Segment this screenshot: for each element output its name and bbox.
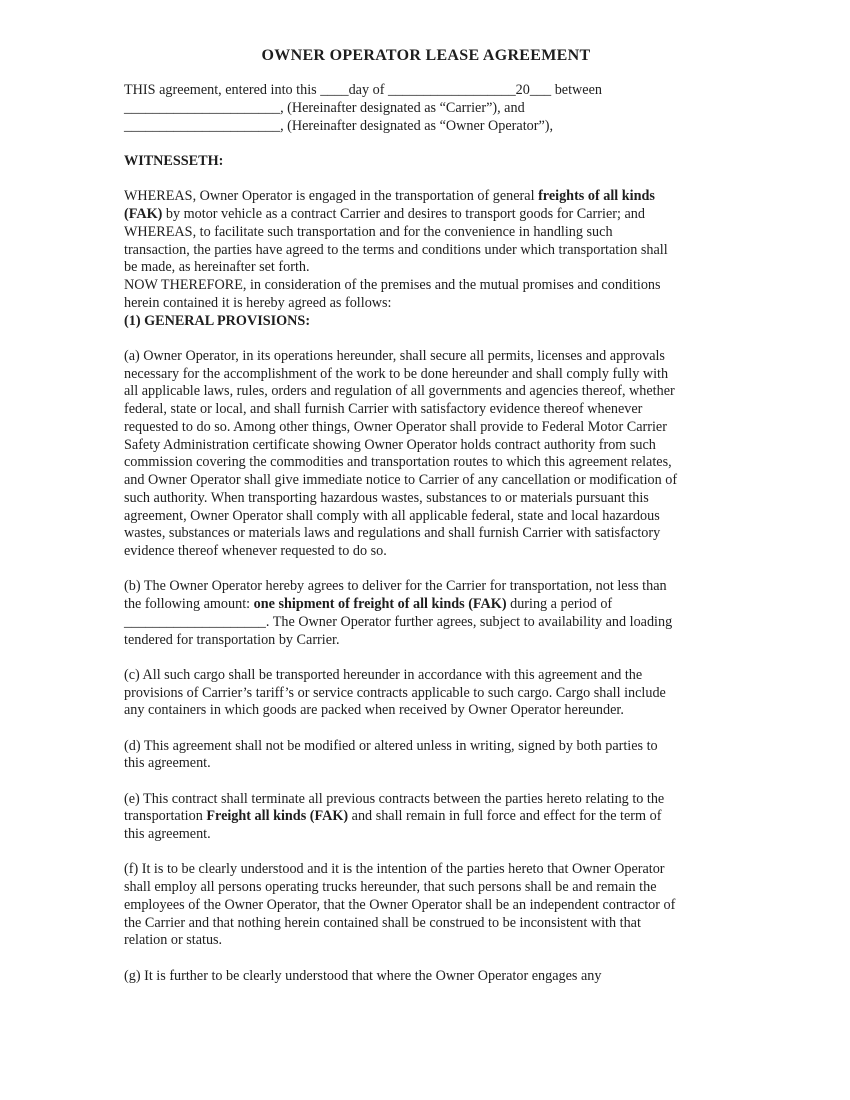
witnesseth-heading: WITNESSETH: [124,153,224,169]
paragraph-f-line: the Carrier and that nothing herein contained shall be construed to be inconsistent with that [124,914,641,931]
paragraph-b-text-pre: the following amount: [124,596,254,612]
paragraph-b-line-2 [124,596,728,614]
paragraph-d-line: this agreement. [124,755,211,772]
paragraph-a-line: commission covering the commodities and transportation routes to which this agreement relates, [124,454,672,471]
intro-year-prefix: 20 [515,82,530,99]
paragraph-b-line-3 [124,614,728,632]
paragraph-f-line: employees of the Owner Operator, that the Owner Operator shall be an independent contractor of [124,896,676,913]
period-blank-field[interactable]: ____________________ [124,613,266,630]
now-therefore-line-2: herein contained it is hereby agreed as follows: [124,294,392,311]
whereas-line-4: transaction, the parties have agreed to the terms and conditions under which transportation shall [124,241,668,258]
paragraph-g-line: (g) It is further to be clearly understood that where the Owner Operator engages any [124,967,602,984]
whereas-line-2 [124,206,728,224]
paragraph-f-line: shall employ all persons operating trucks hereunder, that such persons shall be and remain the [124,879,657,895]
intro-paragraph [124,82,728,135]
now-therefore-line-1: NOW THEREFORE, in consideration of the premises and the mutual promises and conditions [124,277,661,293]
paragraph-e-text-post: and shall remain in full force and effect for the term of [348,808,662,825]
paragraph-e-text-pre: transportation [124,808,207,825]
intro-line-1 [124,82,728,100]
document-title: OWNER OPERATOR LEASE AGREEMENT [261,47,591,64]
whereas-text-2: by motor vehicle as a contract Carrier and desires to transport goods for Carrier; and [162,206,645,222]
paragraph-f-line: (f) It is to be clearly understood and it is the intention of the parties hereto that Owner Operator [124,861,665,878]
paragraph-d-line: (d) This agreement shall not be modified or altered unless in writing, signed by both parties to [124,737,658,754]
paragraph-b-line-4: tendered for transportation by Carrier. [124,631,340,648]
whereas-paragraph [124,188,728,330]
paragraph-b-text-3: . The Owner Operator further agrees, subject to availability and loading [265,613,673,630]
paragraph-a-line: all applicable laws, rules, orders and regulation of all governments and agencies thereof, whether [124,383,675,400]
intro-line-2 [124,100,728,118]
day-blank-field[interactable]: ____ [320,82,349,99]
paragraph-b [124,578,728,649]
whereas-text-1: WHEREAS, Owner Operator is engaged in the transportation of general [124,188,539,205]
intro-text-between: between [551,82,602,99]
freights-of-all-kinds-bold: freights of all kinds [538,188,655,205]
paragraph-a-line: agreement, Owner Operator shall comply with all applicable federal, state and local hazardous [124,507,660,524]
whereas-line-3: WHEREAS, to facilitate such transportation and for the convenience in handling such [124,223,613,240]
paragraph-g [124,968,728,986]
paragraph-c-line: any containers in which goods are packed when received by Owner Operator hereunder. [124,702,624,719]
paragraph-a-line: such authority. When transporting hazardous wastes, substances to or materials pursuant this [124,489,649,506]
paragraph-a-line: (a) Owner Operator, in its operations hereunder, shall secure all permits, licenses and approvals [124,347,665,364]
paragraph-c-line: provisions of Carrier’s tariff’s or service contracts applicable to such cargo. Cargo shall include [124,684,666,701]
intro-line-3 [124,118,728,136]
paragraph-f-line: relation or status. [124,932,223,949]
owner-operator-name-blank-field[interactable]: ______________________ [124,117,281,134]
paragraph-e-line-2 [124,808,728,826]
paragraph-a-line: Safety Administration certificate showing Owner Operator holds contract authority from such [124,436,656,453]
paragraph-e-line-1: (e) This contract shall terminate all previous contracts between the parties hereto relating to the [124,790,665,807]
paragraph-b-line-1: (b) The Owner Operator hereby agrees to deliver for the Carrier for transportation, not less than [124,578,667,595]
carrier-name-blank-field[interactable]: ______________________ [124,100,281,116]
general-provisions-heading: (1) GENERAL PROVISIONS: [124,312,311,329]
paragraph-f [124,861,728,950]
month-blank-field[interactable]: __________________ [387,82,516,99]
paragraph-a-line: necessary for the accomplishment of the work to be done hereunder and shall comply fully with [124,365,669,382]
intro-text-dayof: day of [348,82,388,99]
owner-operator-designation-text: , (Hereinafter designated as “Owner Operator”), [280,117,554,134]
paragraph-a-line: requested to do so. Among other things, Owner Operator shall provide to Federal Motor Carrier [124,418,667,435]
document-content [124,47,728,985]
paragraph-e-line-3: this agreement. [124,826,211,842]
intro-text-start: THIS agreement, entered into this [124,82,321,99]
one-shipment-fak-bold: one shipment of freight of all kinds (FAK) [253,596,507,612]
year-blank-field[interactable]: ___ [529,82,552,99]
paragraph-d [124,738,728,774]
paragraph-a-line: and Owner Operator shall give immediate notice to Carrier of any cancellation or modification of [124,472,678,488]
paragraph-e [124,791,728,844]
carrier-designation-text: , (Hereinafter designated as “Carrier”), and [280,100,525,116]
whereas-line-1 [124,188,728,206]
paragraph-a [124,348,728,561]
paragraph-a-line: federal, state or local, and shall furnish Carrier with satisfactory evidence thereof whenever [124,401,643,417]
paragraph-c [124,667,728,720]
whereas-line-5: be made, as hereinafter set forth. [124,259,310,276]
freight-all-kinds-bold: Freight all kinds (FAK) [206,808,349,825]
fak-bold: (FAK) [124,206,163,222]
paragraph-b-text-post: during a period of [506,596,613,612]
paragraph-a-line: evidence thereof whenever requested to do so. [124,543,387,559]
paragraph-a-line: wastes, substances or materials laws and regulations and shall furnish Carrier with satisfactory [124,525,661,542]
paragraph-c-line: (c) All such cargo shall be transported hereunder in accordance with this agreement and the [124,666,643,683]
